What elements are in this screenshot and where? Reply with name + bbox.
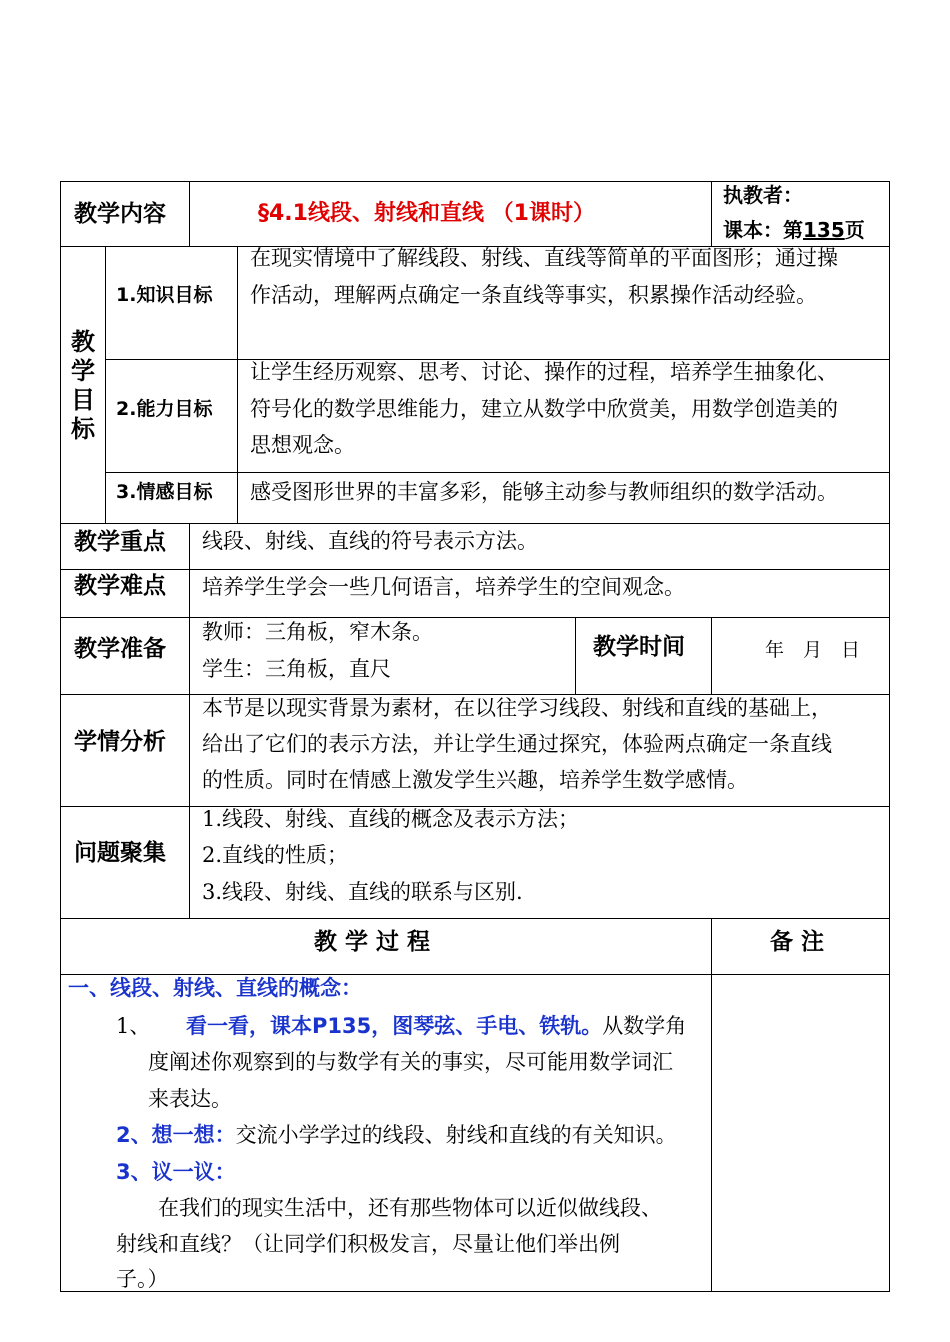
item1-rest: 从数学角 <box>602 1014 687 1038</box>
item3-line: 在我们的现实生活中，还有那些物体可以近似做线段、 <box>158 1196 662 1220</box>
goal-title: 1.知识目标 <box>116 284 213 306</box>
question-item: 1.线段、射线、直线的概念及表示方法； <box>202 807 580 831</box>
question-item: 3.线段、射线、直线的联系与区别. <box>202 880 523 904</box>
row-divider <box>60 974 890 975</box>
col-divider <box>711 181 712 247</box>
textbook-page <box>723 218 865 242</box>
process-header: 教 学 过 程 <box>314 929 431 955</box>
col-divider <box>711 918 712 1292</box>
row-divider <box>60 617 890 618</box>
row-divider <box>60 918 890 919</box>
table-top-border <box>60 181 890 182</box>
difficulty-label: 教学难点 <box>74 573 166 599</box>
date-field: 年 月 日 <box>765 639 861 661</box>
goal-text-line: 作活动，理解两点确定一条直线等事实，积累操作活动经验。 <box>250 283 817 307</box>
goal-title: 3.情感目标 <box>116 481 213 503</box>
goal-text-line: 在现实情境中了解线段、射线、直线等简单的平面图形；通过操 <box>250 246 838 270</box>
questions-label: 问题聚集 <box>74 840 166 866</box>
goal-title: 2.能力目标 <box>116 398 213 420</box>
table-bottom-border <box>60 1291 890 1292</box>
analysis-label: 学情分析 <box>74 729 166 755</box>
content-label: 教学内容 <box>74 201 166 227</box>
col-divider <box>575 617 576 695</box>
analysis-line: 本节是以现实背景为素材，在以往学习线段、射线和直线的基础上， <box>202 696 832 720</box>
row-divider <box>60 523 890 524</box>
row-divider <box>60 569 890 570</box>
col-divider <box>711 617 712 695</box>
analysis-line: 给出了它们的表示方法，并让学生通过探究，体验两点确定一条直线 <box>202 732 832 756</box>
item2-line <box>116 1123 677 1147</box>
col-divider <box>105 246 106 524</box>
row-divider <box>105 472 890 473</box>
item1-bold: 看一看，课本P135，图琴弦、手电、铁轨。 <box>186 1014 603 1038</box>
item3-line: 子。） <box>116 1267 169 1291</box>
teacher-label: 执教者： <box>723 183 803 207</box>
table-right-border <box>889 181 890 1292</box>
item1-line3: 来表达。 <box>148 1087 232 1111</box>
key-point-label: 教学重点 <box>74 529 166 555</box>
time-label: 教学时间 <box>593 634 685 660</box>
goal-text-line: 思想观念。 <box>250 433 355 457</box>
textbook-suffix: 页 <box>844 218 865 242</box>
table-left-border <box>60 181 61 1292</box>
col-divider <box>189 523 190 919</box>
col-divider <box>189 181 190 247</box>
goal-text-line: 让学生经历观察、思考、讨论、操作的过程，培养学生抽象化、 <box>250 360 838 384</box>
lesson-title: §4.1线段、射线和直线 （1课时） <box>258 201 595 226</box>
textbook-prefix: 课本：第 <box>723 218 803 242</box>
item1-line <box>186 1014 686 1038</box>
teacher-preparation: 教师：三角板，窄木条。 <box>202 620 433 644</box>
item3-title: 3、议一议： <box>116 1160 236 1184</box>
question-item: 2.直线的性质； <box>202 843 349 867</box>
row-divider <box>60 694 890 695</box>
item2-rest: 交流小学学过的线段、射线和直线的有关知识。 <box>235 1123 677 1147</box>
preparation-label: 教学准备 <box>74 636 166 662</box>
item1-line2: 度阐述你观察到的与数学有关的事实，尽可能用数学词汇 <box>148 1050 673 1074</box>
col-divider <box>237 246 238 524</box>
section-title: 一、线段、射线、直线的概念： <box>68 976 362 1000</box>
key-point-text: 线段、射线、直线的符号表示方法。 <box>202 529 538 553</box>
goals-label: 教学目标 <box>71 328 95 443</box>
analysis-line: 的性质。同时在情感上激发学生兴趣，培养学生数学感情。 <box>202 768 748 792</box>
item3-line: 射线和直线？（让同学们积极发言，尽量让他们举出例 <box>116 1232 620 1256</box>
goal-text-line: 符号化的数学思维能力，建立从数学中欣赏美，用数学创造美的 <box>250 397 838 421</box>
item1-number: 1、 <box>116 1014 151 1038</box>
item2-bold: 2、想一想： <box>116 1123 236 1147</box>
difficulty-text: 培养学生学会一些几何语言，培养学生的空间观念。 <box>202 575 685 599</box>
goal-text-line: 感受图形世界的丰富多彩，能够主动参与教师组织的数学活动。 <box>250 480 838 504</box>
textbook-page-number: 135 <box>803 218 845 242</box>
notes-header: 备 注 <box>770 929 825 955</box>
student-preparation: 学生：三角板，直尺 <box>202 657 391 681</box>
